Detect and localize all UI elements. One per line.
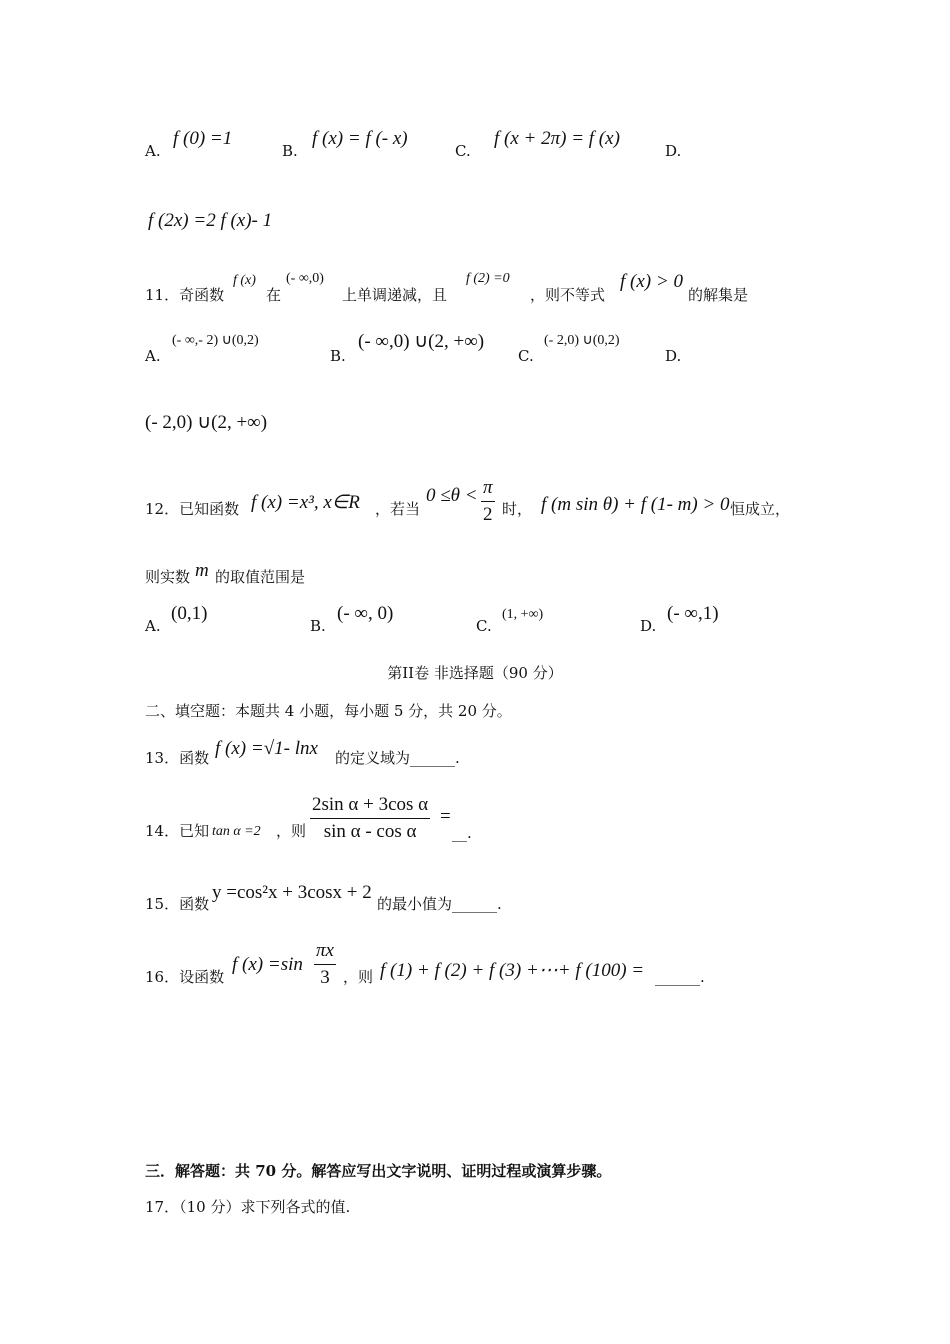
q12-option-d-label: D. — [640, 617, 657, 635]
q10-option-a-label: A. — [145, 142, 161, 160]
q11-option-b-math: (- ∞,0) ∪(2, +∞) — [358, 331, 485, 352]
q12-fraction-denominator: 2 — [483, 504, 493, 525]
q12-option-c-label: C. — [476, 617, 492, 635]
q11-number: 11．奇函数 — [145, 286, 225, 304]
q10-option-c-label: C. — [455, 142, 471, 160]
q11-option-b-label: B. — [330, 347, 346, 365]
q11-f2: f (2) =0 — [466, 271, 510, 286]
q10-option-a-math: f (0) =1 — [173, 128, 233, 149]
q15-number: 15．函数 — [145, 895, 210, 913]
fraction-bar — [481, 501, 495, 502]
q11-text-then: ，则不等式 — [530, 286, 606, 304]
q14-tan: tan α =2 — [212, 824, 261, 839]
q10-option-d-math: f (2x) =2 f (x)- 1 — [148, 210, 273, 231]
q11-option-a-label: A. — [145, 347, 161, 365]
q13-number: 13．函数 — [145, 749, 210, 767]
q12-text-when: 时， — [502, 500, 533, 518]
q11-text-tail: 的解集是 — [688, 286, 749, 304]
q10-option-b-label: B. — [282, 142, 298, 160]
q16-fraction-denominator: 3 — [320, 967, 330, 988]
q16-fraction — [314, 940, 336, 989]
q16-sum: f (1) + f (2) + f (3) +⋯+ f (100) = — [380, 960, 645, 981]
q15-math: y =cos²x + 3cosx + 2 — [212, 882, 372, 903]
q14-blank: __. — [452, 824, 472, 842]
q12-text-if: ，若当 — [375, 500, 421, 518]
q11-text-in: 在 — [266, 286, 282, 304]
q14-fraction-numerator: 2sin α + 3cos α — [312, 794, 429, 815]
q16-number: 16．设函数 — [145, 968, 225, 986]
q12-fraction-numerator: π — [483, 477, 493, 498]
q14-number: 14．已知 — [145, 822, 210, 840]
q16-function: f (x) =sin — [232, 954, 303, 975]
q12-number: 12．已知函数 — [145, 500, 240, 518]
q12-text-hold: 恒成立， — [730, 500, 791, 518]
q11-fx: f (x) — [233, 273, 256, 288]
q11-option-c-label: C. — [518, 347, 534, 365]
q12-option-b-label: B. — [310, 617, 326, 635]
q11-interval: (- ∞,0) — [286, 271, 324, 286]
q13-tail: 的定义域为______. — [335, 749, 460, 767]
q10-option-b-math: f (x) = f (- x) — [312, 128, 408, 149]
q11-option-a-math: (- ∞,- 2) ∪(0,2) — [172, 333, 259, 348]
q12-fraction — [481, 477, 495, 526]
q12-option-d-math: (- ∞,1) — [667, 603, 719, 624]
q12-function: f (x) =x³, x∈R — [251, 492, 360, 513]
q12-variable-m: m — [195, 560, 209, 581]
q12-option-c-math: (1, +∞) — [502, 607, 544, 622]
q12-line2-pre: 则实数 — [145, 568, 191, 586]
q16-blank: ______. — [655, 968, 705, 986]
section-3-title: 三．解答题：共 70 分。解答应写出文字说明、证明过程或演算步骤。 — [145, 1162, 612, 1180]
q12-line2-post: 的取值范围是 — [215, 568, 306, 586]
q14-equals: = — [440, 806, 451, 827]
q13-math: f (x) =√1- lnx — [215, 738, 318, 759]
q14-text-then: ，则 — [276, 822, 307, 840]
q15-tail: 的最小值为______. — [377, 895, 502, 913]
section-2-title: 第II卷 非选择题（90 分） — [387, 664, 563, 682]
fraction-bar — [310, 818, 430, 819]
q11-inequality: f (x) > 0 — [620, 271, 683, 292]
q16-fraction-numerator: πx — [316, 940, 334, 961]
q11-text-dec: 上单调递减，且 — [342, 286, 448, 304]
q12-option-b-math: (- ∞, 0) — [337, 603, 394, 624]
q12-option-a-label: A. — [145, 617, 161, 635]
q12-condition: 0 ≤θ < — [426, 485, 478, 506]
q14-fraction — [310, 794, 430, 843]
q11-option-d-label: D. — [665, 347, 682, 365]
section-2-intro: 二、填空题：本题共 4 小题，每小题 5 分，共 20 分。 — [145, 702, 512, 720]
q11-option-c-math: (- 2,0) ∪(0,2) — [544, 333, 620, 348]
fraction-bar — [314, 964, 336, 965]
q11-option-d-math: (- 2,0) ∪(2, +∞) — [145, 412, 268, 433]
q10-option-d-label: D. — [665, 142, 682, 160]
q17-text: 17．（10 分）求下列各式的值. — [145, 1198, 351, 1216]
q12-option-a-math: (0,1) — [171, 603, 208, 624]
q12-inequality: f (m sin θ) + f (1- m) > 0 — [541, 494, 730, 515]
q14-fraction-denominator: sin α - cos α — [323, 821, 417, 842]
q16-text-then: ，则 — [343, 968, 374, 986]
q10-option-c-math: f (x + 2π) = f (x) — [494, 128, 620, 149]
